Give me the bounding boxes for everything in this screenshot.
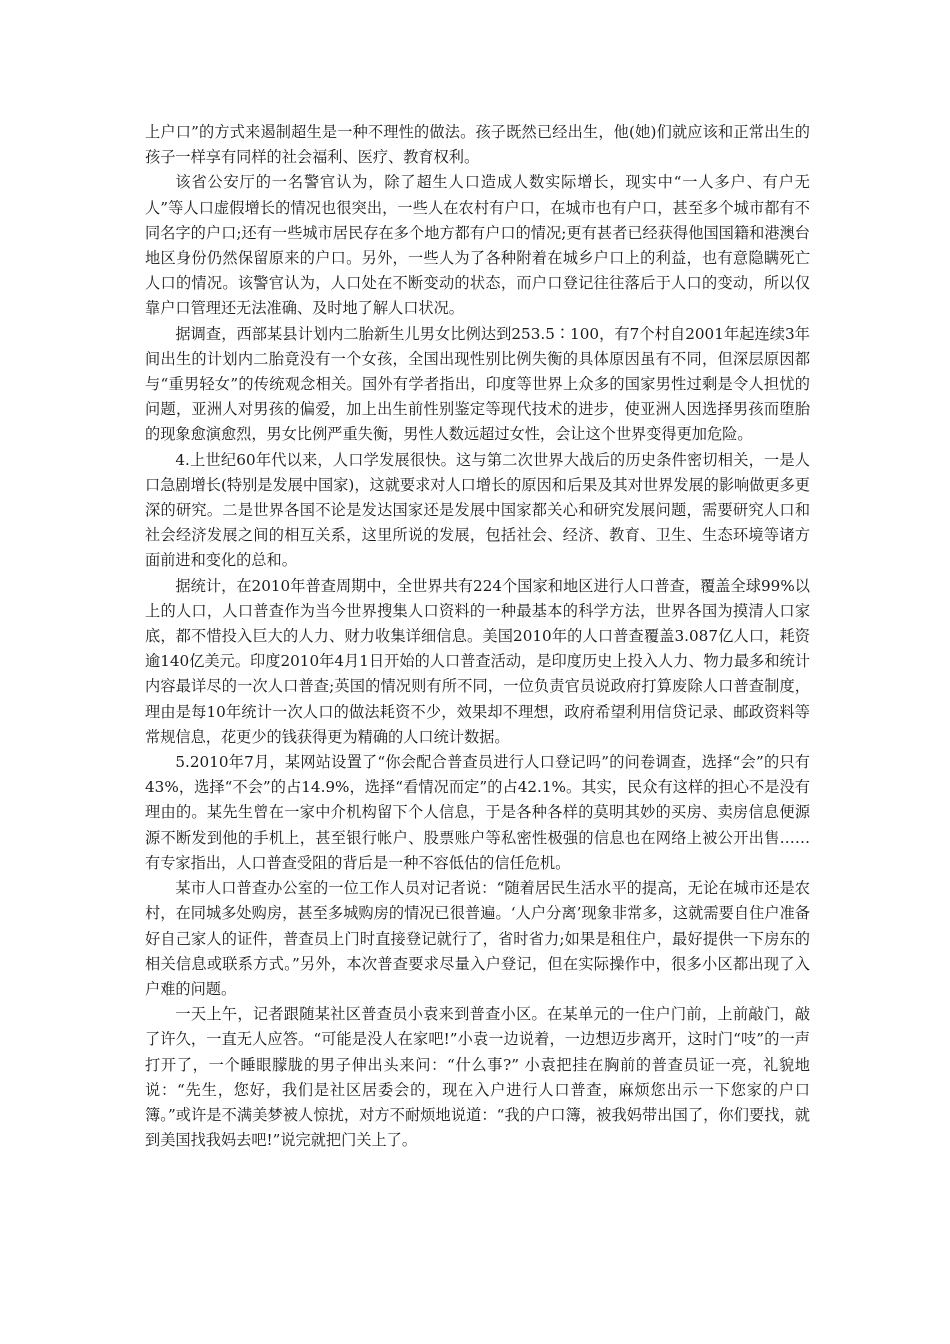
paragraph-police-officer: 该省公安厅的一名警官认为，除了超生人口造成人数实际增长，现实中“一人多户、有户无人”等人口虚假增长的情况也很突出，一些人在农村有户口，在城市也有户口，甚至多个城市都有不同名字的户口;还有一些城市居民存在多个地方都有户口的情况;更有甚者已经获得他国国籍和港澳台地区身份仍然保留原来的户口。另外，一些人为了各种附着在城乡户口上的利益，也有意隐瞒死亡人口的情况。该警官认为，人口处在不断变动的状态，而户口登记往往落后于人口的变动，所以仅靠户口管理还无法准确、及时地了解人口状况。 [145,173,810,318]
paragraph-item-5: 5.2010年7月，某网站设置了“你会配合普查员进行人口登记吗”的问卷调查，选择“会”的只有43%，选择“不会”的占14.9%，选择“看情况而定”的占42.1%。其实，民众有这样的担心不是没有理由的。某先生曾在一家中介机构留下个人信息，于是各种各样的莫明其妙的买房、卖房信息便源源不断发到他的手机上，甚至银行帐户、股票账户等私密性极强的信息也在网络上被公开出售……有专家指出，人口普查受阻的背后是一种不容低估的信任危机。 [145,753,810,872]
paragraph-door-visit: 一天上午，记者跟随某社区普查员小袁来到普查小区。在某单元的一住户门前，上前敲门，敲了许久，一直无人应答。“可能是没人在家吧!”小袁一边说着，一边想迈步离开，这时门“吱”的一声打开了，一个睡眼朦胧的男子伸出头来问：“什么事?” 小袁把挂在胸前的普查员证一亮，礼貌地说：“先生，您好，我们是社区居委会的，现在入户进行人口普查，麻烦您出示一下您家的户口簿。”或许是不满美梦被人惊扰，对方不耐烦地说道：“我的户口簿，被我妈带出国了，你们要找，就到美国找我妈去吧!”说完就把门关上了。 [145,1005,810,1150]
paragraph-census-office: 某市人口普查办公室的一位工作人员对记者说：“随着居民生活水平的提高，无论在城市还是农村，在同城多处购房，甚至多城购房的情况已很普遍。‘人户分离’现象非常多，这就需要自住户准备好自己家人的证件，普查员上门时直接登记就行了，省时省力;如果是租住户，最好提供一下房东的相关信息或联系方式。”另外，本次普查要求尽量入户登记，但在实际操作中，很多小区都出现了入户难的问题。 [145,879,810,998]
paragraph-item-4: 4.上世纪60年代以来，人口学发展很快。这与第二次世界大战后的历史条件密切相关，一是人口急剧增长(特别是发展中国家)，这就要求对人口增长的原因和后果及其对世界发展的影响做更多更深的研究。二是世界各国不论是发达国家还是发展中国家都关心和研究发展问题，需要研究人口和社会经济发展之间的相互关系，这里所说的发展，包括社会、经济、教育、卫生、生态环境等诸方面前进和变化的总和。 [145,450,810,570]
paragraph-sex-ratio: 据调查，西部某县计划内二胎新生儿男女比例达到253.5∶100，有7个村自2001年起连续3年间出生的计划内二胎竟没有一个女孩，全国出现性别比例失衡的具体原因虽有不同，但深层原因都与“重男轻女”的传统观念相关。国外有学者指出，印度等世界上众多的国家男性过剩是令人担忧的问题，亚洲人对男孩的偏爱，加上出生前性别鉴定等现代技术的进步，使亚洲人因选择男孩而堕胎的现象愈演愈烈，男女比例严重失衡，男性人数远超过女性，会让这个世界变得更加危险。 [145,324,810,444]
paragraph-continued: 上户口”的方式来遏制超生是一种不理性的做法。孩子既然已经出生，他(她)们就应该和正常出生的孩子一样享有同样的社会福利、医疗、教育权利。 [145,123,810,167]
paragraph-census-statistics: 据统计，在2010年普查周期中，全世界共有224个国家和地区进行人口普查，覆盖全球99%以上的人口，人口普查作为当今世界搜集人口资料的一种最基本的科学方法，世界各国为摸清人口家底，都不惜投入巨大的人力、财力收集详细信息。美国2010年的人口普查覆盖3.087亿人口，耗资逾140亿美元。印度2010年4月1日开始的人口普查活动，是印度历史上投入人力、物力最多和统计内容最详尽的一次人口普查;英国的情况则有所不同，一位负责官员说政府打算废除人口普查制度，理由是每10年统计一次人口的做法耗资不少，效果却不理想，政府希望利用信贷记录、邮政资料等常规信息，花更少的钱获得更为精确的人口统计数据。 [145,576,810,746]
document-body [145,120,810,1153]
